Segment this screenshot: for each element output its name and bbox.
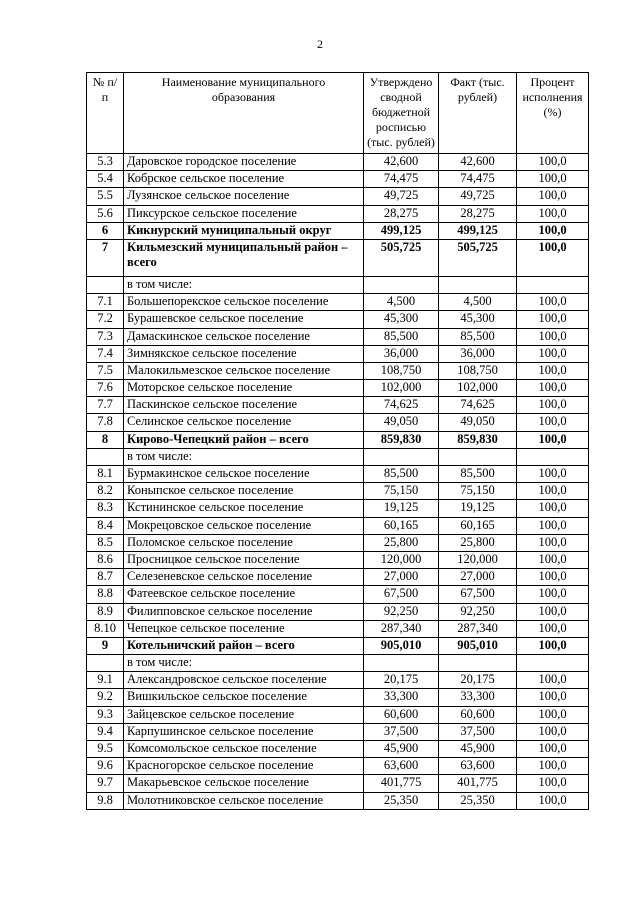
row-number: 9.8 bbox=[87, 792, 124, 809]
row-percent: 100,0 bbox=[517, 328, 589, 345]
table-row bbox=[87, 586, 589, 603]
row-number: 9.2 bbox=[87, 689, 124, 706]
row-fact: 37,500 bbox=[439, 723, 517, 740]
row-approved: 37,500 bbox=[364, 723, 439, 740]
row-fact: 92,250 bbox=[439, 603, 517, 620]
row-name: Фатеевское сельское поселение bbox=[124, 586, 364, 603]
row-number: 5.6 bbox=[87, 205, 124, 222]
row-name: Малокильмезское сельское поселение bbox=[124, 362, 364, 379]
row-fact: 25,350 bbox=[439, 792, 517, 809]
row-percent: 100,0 bbox=[517, 672, 589, 689]
row-name: Даровское городское поселение bbox=[124, 154, 364, 171]
row-fact: 108,750 bbox=[439, 362, 517, 379]
row-approved: 25,800 bbox=[364, 534, 439, 551]
row-approved: 859,830 bbox=[364, 431, 439, 448]
table-row bbox=[87, 294, 589, 311]
row-number: 9.1 bbox=[87, 672, 124, 689]
row-fact: 45,300 bbox=[439, 311, 517, 328]
row-fact: 4,500 bbox=[439, 294, 517, 311]
row-number: 9.6 bbox=[87, 758, 124, 775]
row-name: Кобрское сельское поселение bbox=[124, 171, 364, 188]
row-number: 8.8 bbox=[87, 586, 124, 603]
row-number: 6 bbox=[87, 222, 124, 239]
row-name: Александровское сельское поселение bbox=[124, 672, 364, 689]
header-name: Наименование муниципального образования bbox=[124, 73, 364, 154]
row-approved: 60,165 bbox=[364, 517, 439, 534]
row-number bbox=[87, 448, 124, 465]
row-approved: 63,600 bbox=[364, 758, 439, 775]
row-approved: 28,275 bbox=[364, 205, 439, 222]
row-approved: 67,500 bbox=[364, 586, 439, 603]
table-header bbox=[87, 73, 589, 154]
row-approved bbox=[364, 655, 439, 672]
row-name: Бурмакинское сельское поселение bbox=[124, 466, 364, 483]
row-fact: 49,725 bbox=[439, 188, 517, 205]
row-percent: 100,0 bbox=[517, 517, 589, 534]
table-row bbox=[87, 171, 589, 188]
row-number: 7 bbox=[87, 239, 124, 276]
row-number: 8.1 bbox=[87, 466, 124, 483]
row-number: 8.10 bbox=[87, 620, 124, 637]
row-percent: 100,0 bbox=[517, 345, 589, 362]
row-approved: 25,350 bbox=[364, 792, 439, 809]
table-row bbox=[87, 517, 589, 534]
row-percent: 100,0 bbox=[517, 414, 589, 431]
row-name: Карпушинское сельское поселение bbox=[124, 723, 364, 740]
row-approved: 401,775 bbox=[364, 775, 439, 792]
row-percent: 100,0 bbox=[517, 792, 589, 809]
row-fact: 20,175 bbox=[439, 672, 517, 689]
row-percent: 100,0 bbox=[517, 483, 589, 500]
row-approved: 85,500 bbox=[364, 466, 439, 483]
row-approved: 92,250 bbox=[364, 603, 439, 620]
row-approved: 905,010 bbox=[364, 637, 439, 654]
row-number bbox=[87, 655, 124, 672]
row-number: 8.4 bbox=[87, 517, 124, 534]
row-percent: 100,0 bbox=[517, 239, 589, 276]
row-percent: 100,0 bbox=[517, 362, 589, 379]
row-number: 7.1 bbox=[87, 294, 124, 311]
row-fact: 25,800 bbox=[439, 534, 517, 551]
row-approved: 108,750 bbox=[364, 362, 439, 379]
row-percent: 100,0 bbox=[517, 706, 589, 723]
row-fact: 859,830 bbox=[439, 431, 517, 448]
table-row bbox=[87, 792, 589, 809]
row-percent bbox=[517, 448, 589, 465]
row-name: Молотниковское сельское поселение bbox=[124, 792, 364, 809]
row-approved: 499,125 bbox=[364, 222, 439, 239]
row-approved: 74,475 bbox=[364, 171, 439, 188]
row-fact: 42,600 bbox=[439, 154, 517, 171]
row-approved: 19,125 bbox=[364, 500, 439, 517]
row-percent bbox=[517, 655, 589, 672]
table-row bbox=[87, 188, 589, 205]
row-name: Большепорекское сельское поселение bbox=[124, 294, 364, 311]
row-percent: 100,0 bbox=[517, 205, 589, 222]
row-fact: 75,150 bbox=[439, 483, 517, 500]
row-percent: 100,0 bbox=[517, 603, 589, 620]
table-row bbox=[87, 655, 589, 672]
row-percent: 100,0 bbox=[517, 741, 589, 758]
row-name: Филипповское сельское поселение bbox=[124, 603, 364, 620]
row-approved: 505,725 bbox=[364, 239, 439, 276]
row-fact bbox=[439, 655, 517, 672]
row-number: 7.6 bbox=[87, 380, 124, 397]
table-row bbox=[87, 205, 589, 222]
row-fact: 60,165 bbox=[439, 517, 517, 534]
row-number: 8.9 bbox=[87, 603, 124, 620]
table-row bbox=[87, 222, 589, 239]
table-body bbox=[87, 154, 589, 810]
row-name: Паскинское сельское поселение bbox=[124, 397, 364, 414]
row-name: Красногорское сельское поселение bbox=[124, 758, 364, 775]
header-percent: Процент исполнения (%) bbox=[517, 73, 589, 154]
row-approved: 49,725 bbox=[364, 188, 439, 205]
table-row bbox=[87, 689, 589, 706]
row-percent: 100,0 bbox=[517, 569, 589, 586]
row-number: 8.6 bbox=[87, 551, 124, 568]
row-name: Кстининское сельское поселение bbox=[124, 500, 364, 517]
row-number: 7.7 bbox=[87, 397, 124, 414]
row-fact: 287,340 bbox=[439, 620, 517, 637]
row-number: 5.3 bbox=[87, 154, 124, 171]
table-row bbox=[87, 380, 589, 397]
table-row bbox=[87, 414, 589, 431]
table-row bbox=[87, 276, 589, 293]
row-percent: 100,0 bbox=[517, 620, 589, 637]
row-number: 7.3 bbox=[87, 328, 124, 345]
row-fact: 36,000 bbox=[439, 345, 517, 362]
row-percent: 100,0 bbox=[517, 154, 589, 171]
table-row bbox=[87, 775, 589, 792]
row-approved: 60,600 bbox=[364, 706, 439, 723]
row-name: Дамаскинское сельское поселение bbox=[124, 328, 364, 345]
table-row bbox=[87, 569, 589, 586]
row-number: 7.5 bbox=[87, 362, 124, 379]
row-name: в том числе: bbox=[124, 655, 364, 672]
row-percent: 100,0 bbox=[517, 222, 589, 239]
row-name: Котельничский район – всего bbox=[124, 637, 364, 654]
table-row bbox=[87, 534, 589, 551]
row-number: 5.5 bbox=[87, 188, 124, 205]
row-approved: 33,300 bbox=[364, 689, 439, 706]
row-name: Комсомольское сельское поселение bbox=[124, 741, 364, 758]
table-row bbox=[87, 448, 589, 465]
row-number: 9.7 bbox=[87, 775, 124, 792]
table-row bbox=[87, 706, 589, 723]
row-number: 7.4 bbox=[87, 345, 124, 362]
row-percent: 100,0 bbox=[517, 551, 589, 568]
row-fact: 60,600 bbox=[439, 706, 517, 723]
row-approved bbox=[364, 448, 439, 465]
row-percent: 100,0 bbox=[517, 171, 589, 188]
row-percent: 100,0 bbox=[517, 775, 589, 792]
row-percent: 100,0 bbox=[517, 294, 589, 311]
row-fact: 85,500 bbox=[439, 328, 517, 345]
row-approved: 36,000 bbox=[364, 345, 439, 362]
row-number: 7.8 bbox=[87, 414, 124, 431]
table-row bbox=[87, 397, 589, 414]
row-fact: 505,725 bbox=[439, 239, 517, 276]
row-percent: 100,0 bbox=[517, 586, 589, 603]
row-approved: 102,000 bbox=[364, 380, 439, 397]
row-name: Зимнякское сельское поселение bbox=[124, 345, 364, 362]
row-number: 7.2 bbox=[87, 311, 124, 328]
row-name: Кикнурский муниципальный округ bbox=[124, 222, 364, 239]
table-row bbox=[87, 637, 589, 654]
row-fact: 401,775 bbox=[439, 775, 517, 792]
table-row bbox=[87, 483, 589, 500]
row-fact: 19,125 bbox=[439, 500, 517, 517]
row-approved: 287,340 bbox=[364, 620, 439, 637]
row-number: 9.5 bbox=[87, 741, 124, 758]
row-fact: 27,000 bbox=[439, 569, 517, 586]
header-fact: Факт (тыс. рублей) bbox=[439, 73, 517, 154]
row-name: в том числе: bbox=[124, 276, 364, 293]
row-number: 8 bbox=[87, 431, 124, 448]
row-name: Пиксурское сельское поселение bbox=[124, 205, 364, 222]
row-name: Моторское сельское поселение bbox=[124, 380, 364, 397]
row-fact: 45,900 bbox=[439, 741, 517, 758]
row-name: Просницкое сельское поселение bbox=[124, 551, 364, 568]
table-row bbox=[87, 239, 589, 276]
table-row bbox=[87, 431, 589, 448]
row-percent: 100,0 bbox=[517, 431, 589, 448]
row-number: 9 bbox=[87, 637, 124, 654]
table-row bbox=[87, 466, 589, 483]
row-approved: 49,050 bbox=[364, 414, 439, 431]
table-row bbox=[87, 500, 589, 517]
row-name: Зайцевское сельское поселение bbox=[124, 706, 364, 723]
row-number: 8.3 bbox=[87, 500, 124, 517]
row-approved: 45,300 bbox=[364, 311, 439, 328]
table-row bbox=[87, 551, 589, 568]
row-number: 8.2 bbox=[87, 483, 124, 500]
row-name: Бурашевское сельское поселение bbox=[124, 311, 364, 328]
table-row bbox=[87, 362, 589, 379]
row-approved: 4,500 bbox=[364, 294, 439, 311]
row-percent: 100,0 bbox=[517, 500, 589, 517]
row-fact: 120,000 bbox=[439, 551, 517, 568]
row-number: 9.3 bbox=[87, 706, 124, 723]
row-fact: 74,475 bbox=[439, 171, 517, 188]
row-name: Коныпское сельское поселение bbox=[124, 483, 364, 500]
row-number: 9.4 bbox=[87, 723, 124, 740]
row-fact bbox=[439, 276, 517, 293]
table-row bbox=[87, 672, 589, 689]
row-fact: 33,300 bbox=[439, 689, 517, 706]
row-number bbox=[87, 276, 124, 293]
page-number: 2 bbox=[317, 37, 323, 51]
row-percent: 100,0 bbox=[517, 466, 589, 483]
row-approved bbox=[364, 276, 439, 293]
row-name: Поломское сельское поселение bbox=[124, 534, 364, 551]
row-fact: 49,050 bbox=[439, 414, 517, 431]
table-row bbox=[87, 723, 589, 740]
row-percent bbox=[517, 276, 589, 293]
row-fact: 85,500 bbox=[439, 466, 517, 483]
row-percent: 100,0 bbox=[517, 311, 589, 328]
table-row bbox=[87, 603, 589, 620]
header-approved: Утверждено сводной бюджетной росписью (тыс. рублей) bbox=[364, 73, 439, 154]
row-name: Лузянское сельское поселение bbox=[124, 188, 364, 205]
row-name: в том числе: bbox=[124, 448, 364, 465]
row-percent: 100,0 bbox=[517, 397, 589, 414]
row-approved: 74,625 bbox=[364, 397, 439, 414]
row-number: 5.4 bbox=[87, 171, 124, 188]
table-row bbox=[87, 741, 589, 758]
row-approved: 20,175 bbox=[364, 672, 439, 689]
row-name: Селезеневское сельское поселение bbox=[124, 569, 364, 586]
table-row bbox=[87, 758, 589, 775]
row-percent: 100,0 bbox=[517, 723, 589, 740]
row-fact: 102,000 bbox=[439, 380, 517, 397]
row-fact: 67,500 bbox=[439, 586, 517, 603]
row-approved: 75,150 bbox=[364, 483, 439, 500]
row-approved: 42,600 bbox=[364, 154, 439, 171]
table-row bbox=[87, 311, 589, 328]
row-percent: 100,0 bbox=[517, 758, 589, 775]
row-name: Кильмезский муниципальный район – всего bbox=[124, 239, 364, 276]
row-percent: 100,0 bbox=[517, 188, 589, 205]
table-row bbox=[87, 620, 589, 637]
row-percent: 100,0 bbox=[517, 637, 589, 654]
table-row bbox=[87, 345, 589, 362]
row-name: Селинское сельское поселение bbox=[124, 414, 364, 431]
row-approved: 27,000 bbox=[364, 569, 439, 586]
row-number: 8.7 bbox=[87, 569, 124, 586]
row-percent: 100,0 bbox=[517, 380, 589, 397]
row-name: Чепецкое сельское поселение bbox=[124, 620, 364, 637]
row-fact: 63,600 bbox=[439, 758, 517, 775]
row-fact: 499,125 bbox=[439, 222, 517, 239]
row-fact bbox=[439, 448, 517, 465]
row-name: Вишкильское сельское поселение bbox=[124, 689, 364, 706]
row-approved: 120,000 bbox=[364, 551, 439, 568]
row-name: Кирово-Чепецкий район – всего bbox=[124, 431, 364, 448]
row-fact: 74,625 bbox=[439, 397, 517, 414]
row-fact: 905,010 bbox=[439, 637, 517, 654]
row-name: Мокрецовское сельское поселение bbox=[124, 517, 364, 534]
row-number: 8.5 bbox=[87, 534, 124, 551]
row-approved: 45,900 bbox=[364, 741, 439, 758]
budget-table bbox=[86, 72, 589, 810]
row-fact: 28,275 bbox=[439, 205, 517, 222]
header-num: № п/п bbox=[87, 73, 124, 154]
table-row bbox=[87, 154, 589, 171]
row-name: Макарьевское сельское поселение bbox=[124, 775, 364, 792]
row-percent: 100,0 bbox=[517, 689, 589, 706]
table-row bbox=[87, 328, 589, 345]
row-percent: 100,0 bbox=[517, 534, 589, 551]
row-approved: 85,500 bbox=[364, 328, 439, 345]
